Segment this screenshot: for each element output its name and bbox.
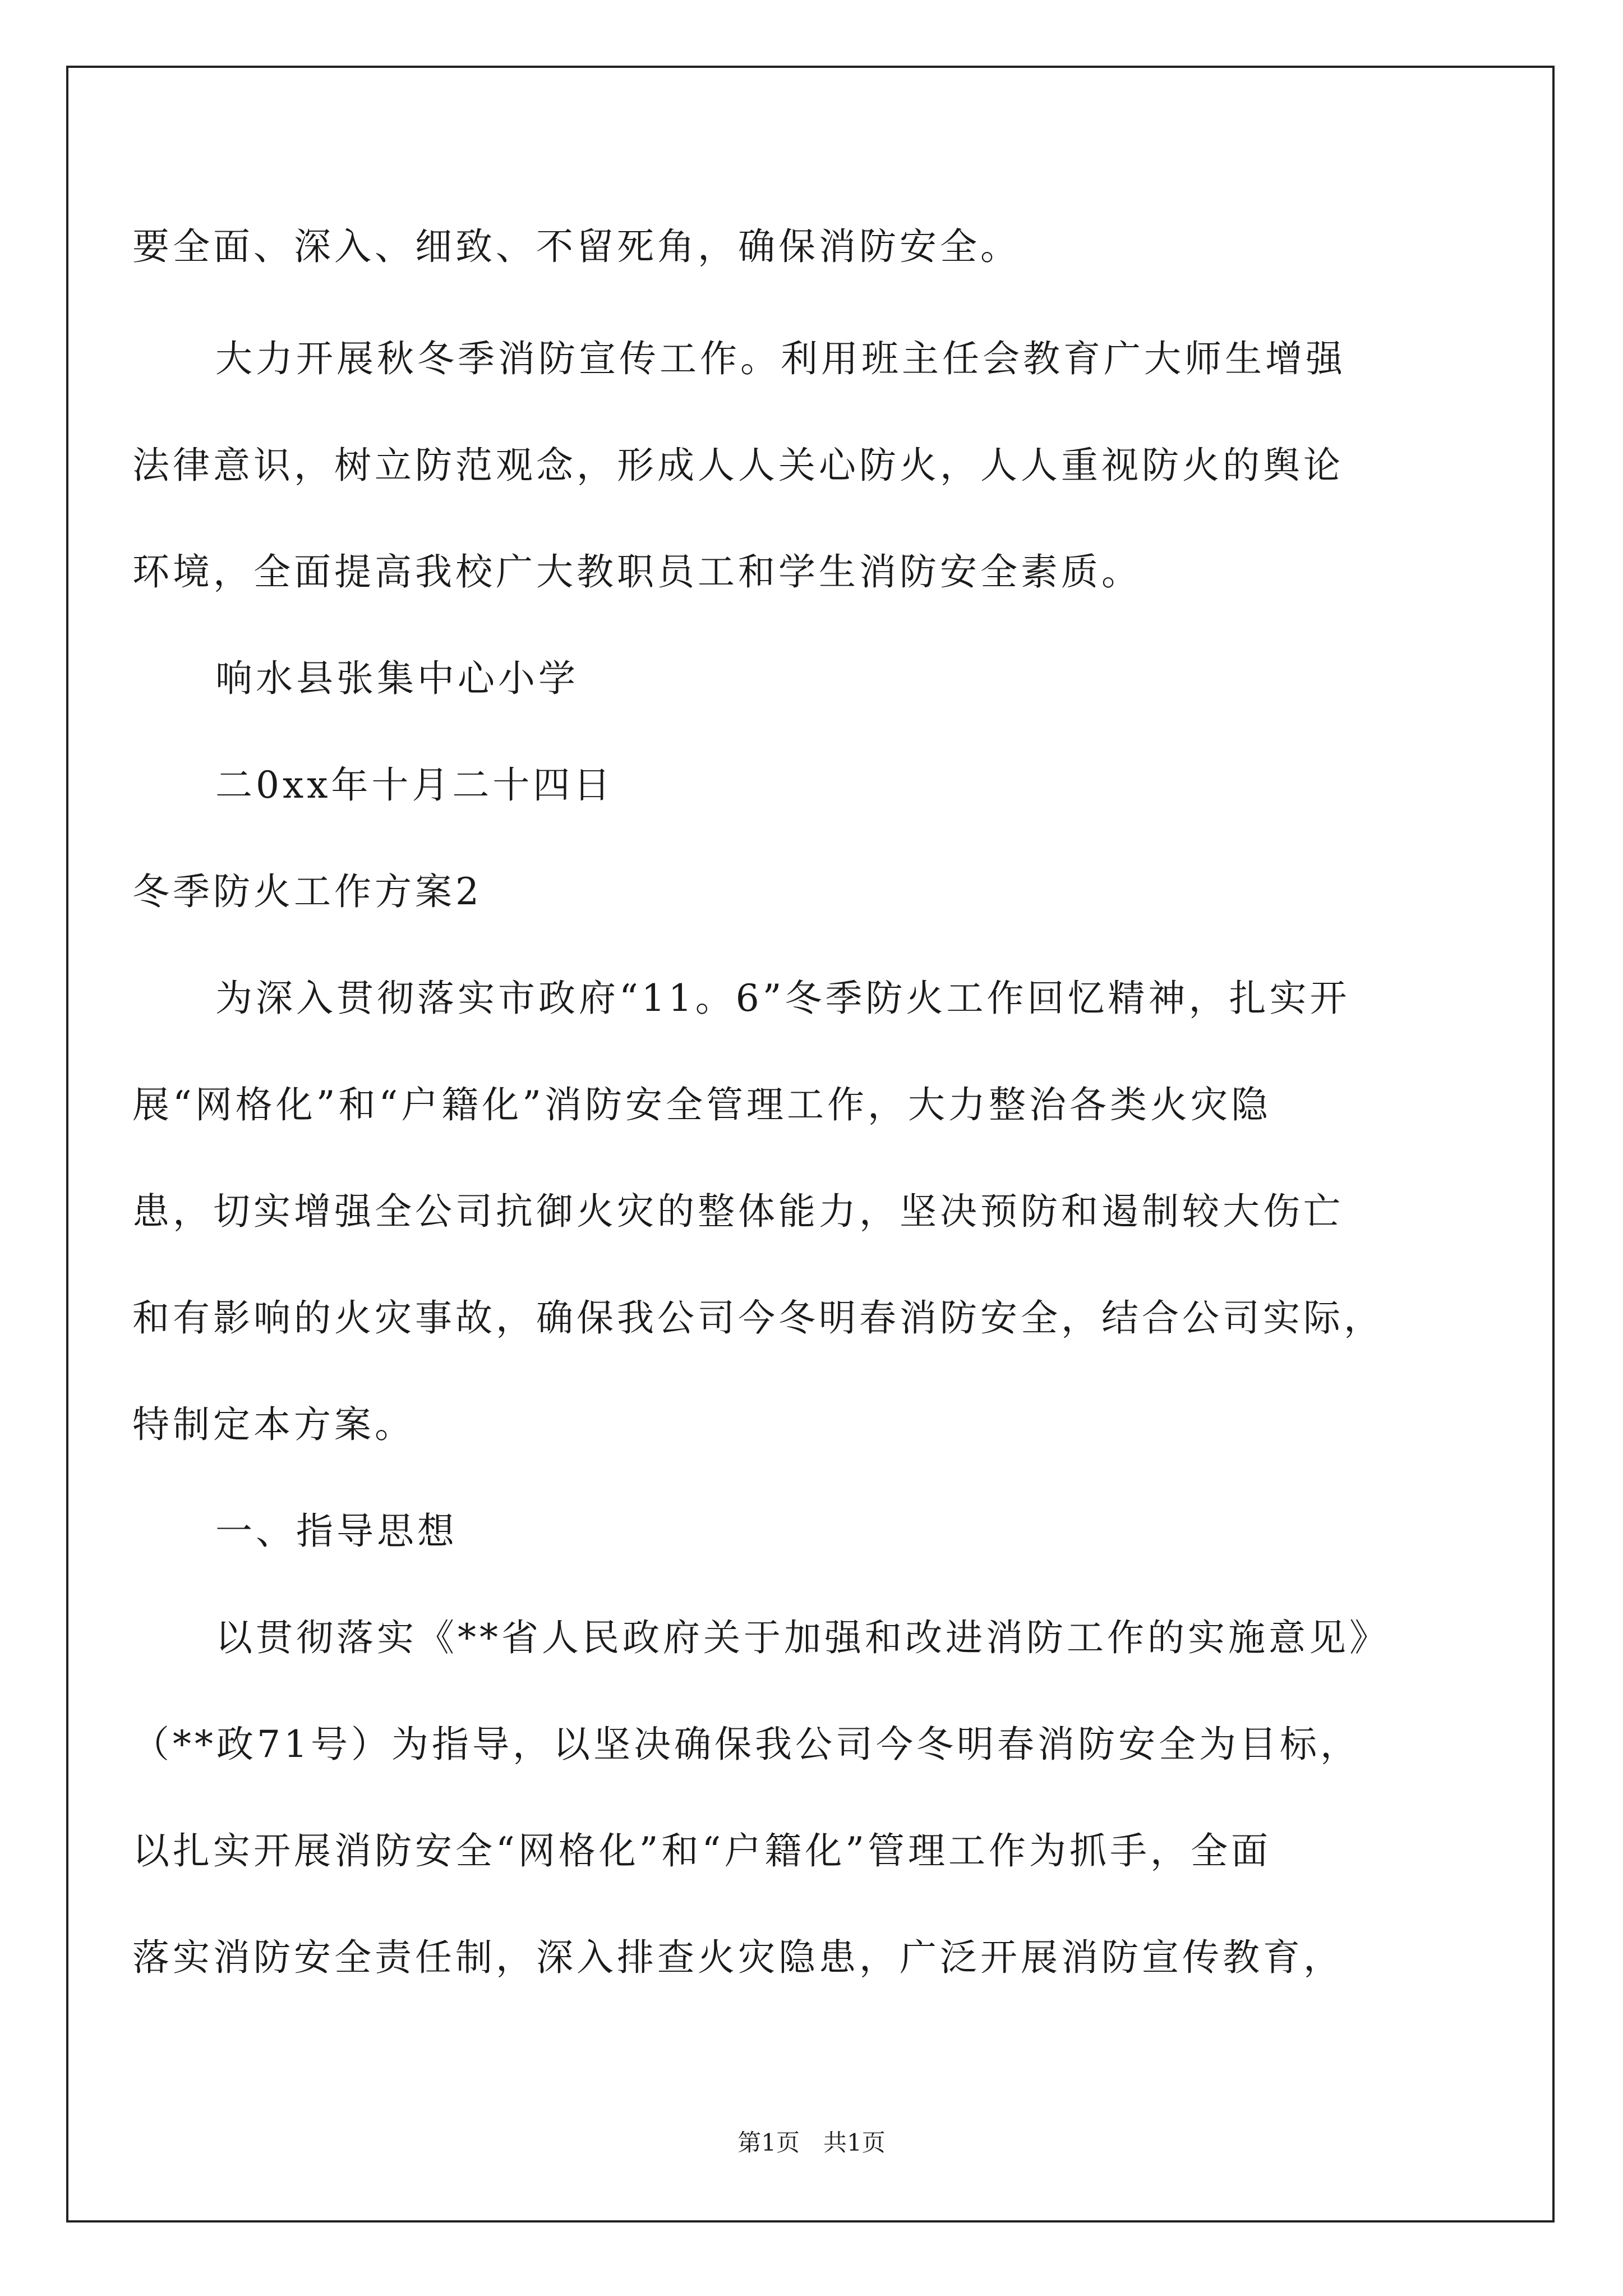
text-line: 展“网格化”和“户籍化”消防安全管理工作，大力整治各类火灾隐 — [132, 1083, 1271, 1126]
paragraph-start: 为深入贯彻落实市政府“11。6”冬季防火工作回忆精神，扎实开 — [215, 977, 1350, 1020]
text-line: 法律意识，树立防范观念，形成人人关心防火，人人重视防火的舆论 — [132, 444, 1344, 487]
text-line: 以扎实开展消防安全“网格化”和“户籍化”管理工作为抓手，全面 — [132, 1829, 1271, 1872]
text-line: 特制定本方案。 — [132, 1403, 415, 1446]
section-title: 冬季防火工作方案2 — [132, 870, 482, 913]
page-footer: 第1页 共1页 — [737, 2129, 886, 2156]
page-border — [66, 66, 1555, 2223]
text-line: 患，切实增强全公司抗御火灾的整体能力，坚决预防和遏制较大伤亡 — [132, 1190, 1344, 1233]
paragraph-start: 大力开展秋冬季消防宣传工作。利用班主任会教育广大师生增强 — [215, 337, 1346, 380]
text-line: 和有影响的火灾事故，确保我公司今冬明春消防安全，结合公司实际， — [132, 1296, 1384, 1340]
school-name: 响水县张集中心小学 — [215, 657, 579, 700]
text-line: （**政71号）为指导，以坚决确保我公司今冬明春消防安全为目标， — [132, 1723, 1361, 1766]
date-line: 二0xx年十月二十四日 — [215, 763, 614, 807]
text-line: 落实消防安全责任制，深入排查火灾隐患，广泛开展消防宣传教育， — [132, 1936, 1344, 1979]
text-line: 环境，全面提高我校广大教职员工和学生消防安全素质。 — [132, 550, 1142, 593]
paragraph-start: 以贯彻落实《**省人民政府关于加强和改进消防工作的实施意见》 — [215, 1616, 1390, 1659]
text-line: 要全面、深入、细致、不留死角，确保消防安全。 — [132, 225, 1021, 268]
heading-guiding-ideology: 一、指导思想 — [215, 1510, 458, 1553]
